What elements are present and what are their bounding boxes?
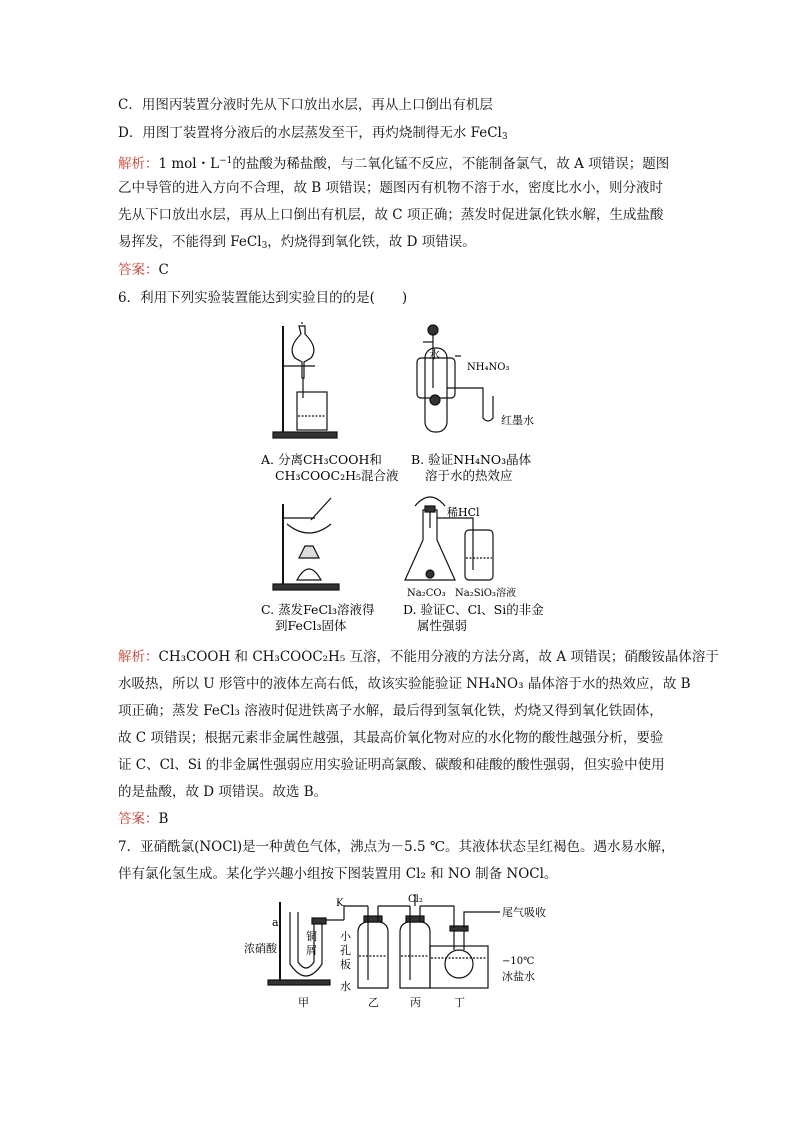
fig-a-separatory-funnel bbox=[273, 323, 337, 438]
fig-ding-flask bbox=[420, 906, 500, 988]
q6-explanation-line5: 证 C、Cl、Si 的非金属性强弱应用实验证明高氯酸、碳酸和硅酸的酸性强弱，但实验中使用 bbox=[118, 757, 665, 773]
q6-answer: 答案：B bbox=[118, 811, 169, 827]
fig7-label-temp: −10℃ bbox=[502, 956, 535, 967]
fig-caption-b-line2: 溶于水的热效应 bbox=[425, 468, 513, 483]
q6-explanation-line6: 的是盐酸，故 D 项错误。故选 B。 bbox=[118, 784, 328, 800]
q6-explanation-line3: 项正确；蒸发 FeCl₃ 溶液时促进铁离子水解，最后得到氢氧化铁，灼烧又得到氧化铁固体， bbox=[118, 703, 663, 719]
fig7-label-cu2: 屑 bbox=[306, 944, 317, 957]
q7-stem-line2: 伴有氯化氢生成。某化学兴趣小组按下图装置用 Cl₂ 和 NO 制备 NOCl。 bbox=[118, 866, 558, 882]
q6-apparatus-figure bbox=[255, 318, 555, 636]
fig7-label-cu1: 铜 bbox=[306, 930, 317, 943]
fig-b-u-tube bbox=[417, 325, 493, 432]
q6-stem: 6．利用下列实验装置能达到实验目的的是( ) bbox=[118, 290, 408, 306]
fig7-label-a: a bbox=[272, 916, 279, 929]
fig-caption-c-line1: C. 蒸发FeCl₃溶液得 bbox=[261, 602, 375, 617]
q5-option-c: C．用图丙装置分液时先从下口放出水层，再从上口倒出有机层 bbox=[118, 97, 493, 113]
fig-bing-bottle bbox=[378, 894, 430, 988]
fig-caption-c-line2: 到FeCl₃固体 bbox=[275, 618, 347, 633]
fig-caption-b-line1: B. 验证NH₄NO₃晶体 bbox=[411, 452, 532, 467]
fig-d-label-na2sio3: Na₂SiO₃溶液 bbox=[455, 588, 516, 599]
fig-b-label-nh4no3: NH₄NO₃ bbox=[467, 362, 510, 373]
fig-d-label-dil-hcl: 稀HCl bbox=[447, 506, 480, 519]
fig-caption-d-line2: 属性强弱 bbox=[417, 618, 468, 633]
fig-b-label-water: 水 bbox=[429, 348, 440, 361]
fig7-label-cl2: Cl₂ bbox=[408, 894, 423, 905]
q7-apparatus-figure bbox=[240, 892, 560, 1012]
q5-explanation-line4: 易挥发，不能得到 FeCl$_3$，灼烧得到氧化铁，故 D 项错误。 bbox=[118, 234, 476, 251]
q6-explanation-line4: 故 C 项错误；根据元素非金属性越强，其最高价氧化物对应的水化物的酸性越强分析，要验 bbox=[118, 730, 664, 746]
fig7-label-k: K bbox=[336, 898, 344, 909]
fig7-label-plate3: 板 bbox=[340, 958, 351, 971]
q5-explanation-line3: 先从下口放出水层，再从上口倒出有机层，故 C 项正确；蒸发时促进氯化铁水解，生成盐酸 bbox=[118, 207, 664, 223]
fig-caption-a-line2: CH₃COOC₂H₅混合液 bbox=[275, 468, 399, 483]
fig7-label-water: 水 bbox=[340, 980, 351, 993]
q6-explanation-line2: 水吸热，所以 U 形管中的液体左高右低，故该实验能验证 NH₄NO₃ 晶体溶于水的热效应，故 B bbox=[118, 676, 691, 692]
fig7-label-jia: 甲 bbox=[298, 996, 309, 1009]
fig7-label-ding: 丁 bbox=[454, 996, 465, 1009]
fig-caption-a-line1: A. 分离CH₃COOH和 bbox=[261, 452, 382, 467]
fig7-label-plate1: 小 bbox=[340, 930, 351, 943]
fig-b-label-red-ink: 红墨水 bbox=[501, 414, 534, 427]
fig7-label-bing: 丙 bbox=[410, 996, 421, 1009]
fig7-label-plate2: 孔 bbox=[340, 944, 351, 957]
q5-option-d: D．用图丁装置将分液后的水层蒸发至干，再灼烧制得无水 FeCl$_3$ bbox=[118, 125, 508, 142]
fig7-label-conc-hno3: 浓硝酸 bbox=[244, 942, 277, 955]
q5-explanation-line1: 解析：1 mol・$L^{-1}$的盐酸为稀盐酸，与二氧化锰不反应，不能制备氯气，故 A 项错误；题图 bbox=[118, 156, 670, 172]
fig-c-evaporating-dish bbox=[273, 498, 339, 590]
fig7-label-yi: 乙 bbox=[368, 996, 379, 1009]
fig7-label-tail-absorb: 尾气吸收 bbox=[502, 906, 546, 919]
fig-d-label-na2co3: Na₂CO₃ bbox=[407, 588, 446, 599]
q5-answer: 答案：C bbox=[118, 262, 169, 278]
q7-stem-line1: 7．亚硝酰氯(NOCl)是一种黄色气体，沸点为－5.5 ℃。其液体状态呈红褐色。遇水易水解， bbox=[118, 839, 675, 855]
fig7-label-ice-brine: 冰盐水 bbox=[502, 970, 535, 983]
q6-explanation-line1: 解析：CH₃COOH 和 CH₃COOC₂H₅ 互溶，不能用分液的方法分离，故 A 项错误；硝酸铵晶体溶于 bbox=[118, 649, 719, 665]
q5-explanation-line2: 乙中导管的进入方向不合理，故 B 项错误；题图丙有机物不溶于水，密度比水小，则分液时 bbox=[118, 180, 664, 196]
fig-caption-d-line1: D. 验证C、Cl、Si的非金 bbox=[403, 602, 544, 617]
